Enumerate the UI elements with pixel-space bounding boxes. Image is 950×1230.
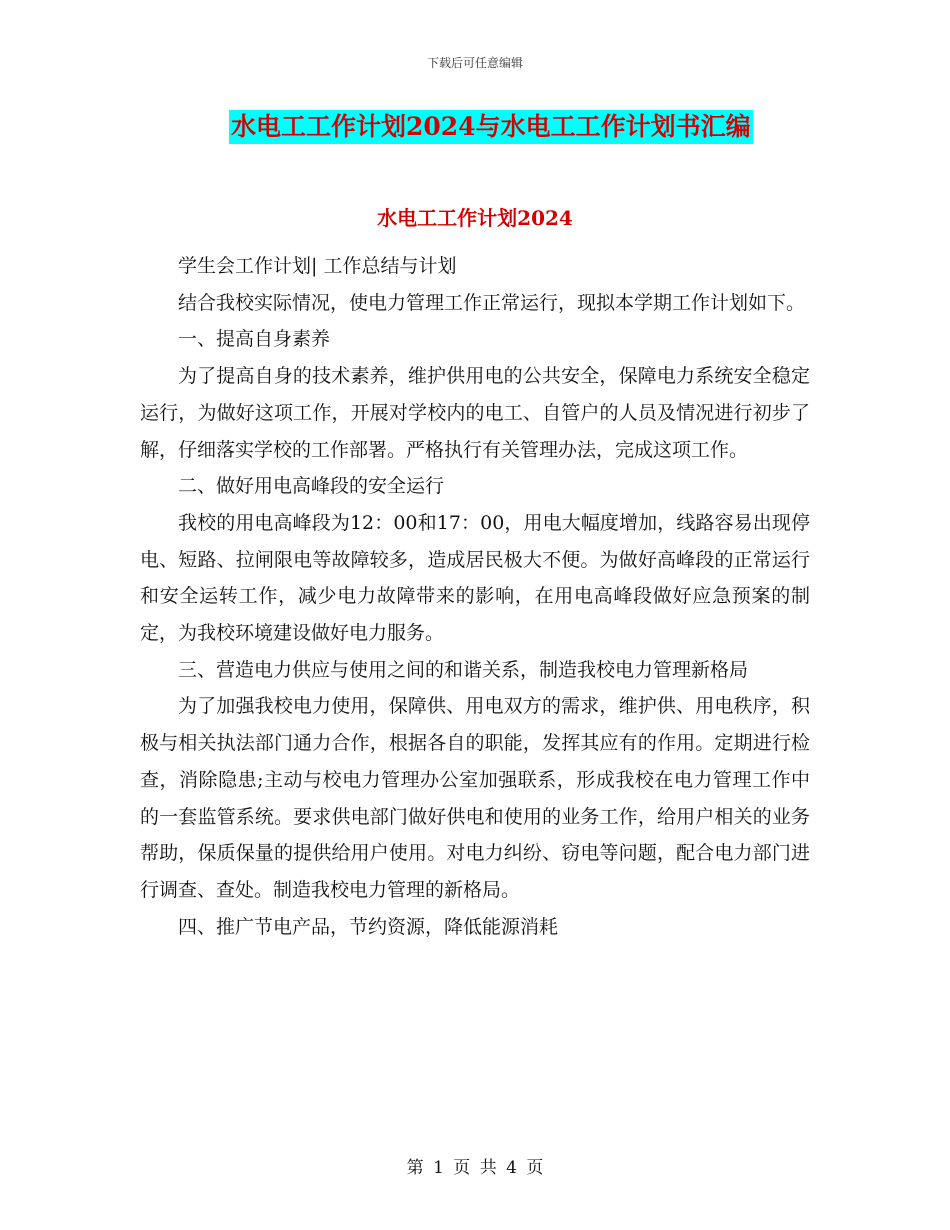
paragraph-2: 结合我校实际情况，使电力管理工作正常运行，现拟本学期工作计划如下。 xyxy=(178,291,806,314)
header-note: 下载后可任意编辑 xyxy=(426,56,523,70)
document-body xyxy=(140,248,810,945)
paragraph-5: 为了加强我校电力使用，保障供、用电双方的需求，维护供、用电秩序，积极与相关执法部门通力合作，根据各自的职能，发挥其应有的作用。定期进行检查，消除隐患;主动与校电力管理办公室加强联系，形成我校在电力管理工作中的一套监管系统。要求供电部门做好供电和使用的业务工作，给用户相关的业务帮助，保质保量的提供给用户使用。对电力纠纷、窃电等问题，配合电力部门进行调查、查处。制造我校电力管理的新格局。 xyxy=(140,695,810,901)
heading-4: 四、推广节电产品，节约资源，降低能源消耗 xyxy=(178,915,559,938)
paragraph-4: 我校的用电高峰段为12：00和17：00，用电大幅度增加，线路容易出现停电、短路、拉闸限电等故障较多，造成居民极大不便。为做好高峰段的正常运行和安全运转工作，减少电力故障带来的影响，在用电高峰段做好应急预案的制定，为我校环境建设做好电力服务。 xyxy=(140,511,810,645)
section-title: 水电工工作计划2024 xyxy=(377,206,573,230)
document-title: 水电工工作计划2024与水电工工作计划书汇编 xyxy=(229,110,753,144)
paragraph-1: 学生会工作计划| 工作总结与计划 xyxy=(178,255,457,277)
paragraph-3: 为了提高自身的技术素养，维护供用电的公共安全，保障电力系统安全稳定运行，为做好这项工作，开展对学校内的电工、自管户的人员及情况进行初步了解，仔细落实学校的工作部署。严格执行有关管理办法，完成这项工作。 xyxy=(140,365,810,461)
page-number: 第 1 页 共 4 页 xyxy=(406,1158,544,1178)
heading-2: 二、做好用电高峰段的安全运行 xyxy=(178,475,445,498)
heading-1: 一、提高自身素养 xyxy=(178,328,331,351)
heading-3: 三、营造电力供应与使用之间的和谐关系，制造我校电力管理新格局 xyxy=(178,658,749,681)
